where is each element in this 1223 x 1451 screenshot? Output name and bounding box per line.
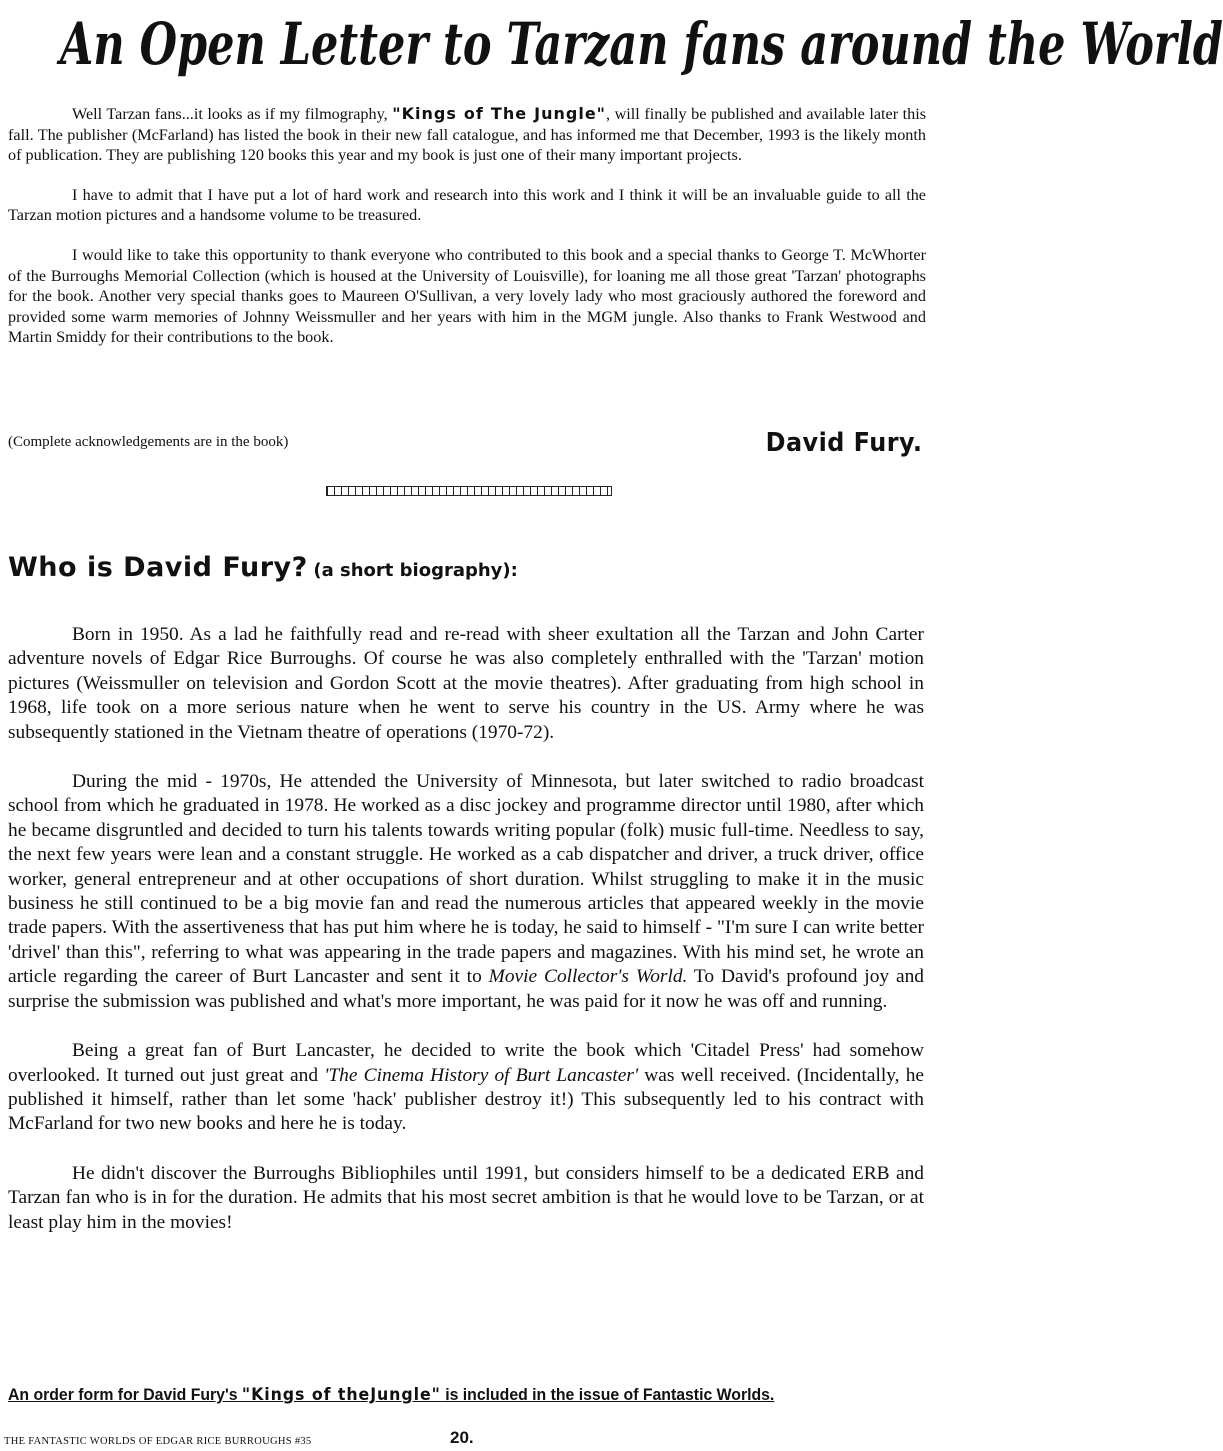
order-form-notice	[8, 1385, 860, 1405]
book-title-kings-of-the-jungle: "Kings of The Jungle"	[392, 104, 607, 123]
magazine-title: Movie Collector's World.	[488, 966, 688, 988]
bio-p2-text-b: To David's profound joy and surprise the submission was published and what's more important, he was paid for it now he was off and running.	[8, 966, 924, 1012]
bio-paragraph-4: He didn't discover the Burroughs Bibliophiles until 1991, but considers himself to be a dedicated ERB and Tarzan fan who is in for the duration. He admits that his most secret ambition is that he would love to be Tarzan, or at least play him in the movies!	[8, 1162, 924, 1233]
bio-paragraph-3	[8, 1039, 924, 1137]
open-letter	[8, 104, 926, 367]
letter-paragraph-1	[8, 104, 926, 166]
biography	[8, 623, 924, 1235]
bio-heading-subtitle: (a short biography):	[313, 560, 518, 581]
section-divider	[326, 486, 612, 496]
order-book-title: "Kings of theJungle"	[241, 1385, 441, 1405]
letter-paragraph-3: I would like to take this opportunity to thank everyone who contributed to this book and a special thanks to George T. McWhorter of the Burroughs Memorial Collection (which is housed at the University of Louisville), for loaning me all those great 'Tarzan' photographs for the book. Another very special thanks goes to Maureen O'Sullivan, a very lovely lady who most graciously authored the foreword and provided some warm memories of Johnny Weissmuller and her years with him in the MGM jungle. Also thanks to Frank Westwood and Martin Smiddy for their contributions to the book.	[8, 245, 926, 347]
book-title-burt-lancaster: 'The Cinema History of Burt Lancaster'	[324, 1064, 639, 1086]
footer-publication-name: THE FANTASTIC WORLDS OF EDGAR RICE BURROUGHS #35	[4, 1436, 312, 1447]
bio-p3-text-a: Being a great fan of Burt Lancaster, he decided to write the book which 'Citadel Press' had somehow overlooked. It turned out just great and	[8, 1040, 924, 1086]
bio-heading-title: Who is David Fury?	[8, 552, 308, 583]
page-title: An Open Letter to Tarzan fans around the World	[60, 11, 1223, 79]
letter-p1-text-b: , will finally be published and available later this fall. The publisher (McFarland) has listed the book in their new fall catalogue, and has informed me that December, 1993 is the likely month of publication. They are publishing 120 books this year and my book is just one of their many important projects.	[8, 105, 927, 165]
signature: David Fury.	[765, 428, 922, 458]
bio-paragraph-2	[8, 770, 924, 1014]
bio-p3-text-b: was well received. (Incidentally, he published it himself, rather than let some 'hack' publisher destroy it!) This subsequently led to his contract with McFarland for two new books and here he is today.	[8, 1064, 924, 1135]
bio-heading	[8, 552, 518, 583]
letter-paragraph-2: I have to admit that I have put a lot of hard work and research into this work and I think it will be an invaluable guide to all the Tarzan motion pictures and a handsome volume to be treasured.	[8, 185, 926, 225]
bio-p2-text-a: During the mid - 1970s, He attended the University of Minnesota, but later switched to radio broadcast school from which he graduated in 1978. He worked as a disc jockey and programme director until 1980, after which he became disgruntled and decided to turn his talents towards writing popular (folk) music full-time. Needless to say, the next few years were lean and a constant struggle. He worked as a cab dispatcher and driver, a truck driver, office worker, general entrepreneur and at other occupations of short duration. Whilst struggling to make it in the music business he still continued to be a big movie fan and read the numerous articles that appeared weekly in the movie trade papers. With the assertiveness that has put him where he is today, he said to himself - "I'm sure I can write better 'drivel' than this", referring to what was appearing in the trade papers and magazines. With his mind set, he wrote an article regarding the career of Burt Lancaster and sent it to	[8, 771, 924, 988]
order-text-a: An order form for David Fury's	[8, 1385, 242, 1404]
letter-closing	[8, 428, 926, 464]
order-text-b: is included in the issue of Fantastic Worlds.	[440, 1385, 775, 1404]
bio-paragraph-1: Born in 1950. As a lad he faithfully read and re-read with sheer exultation all the Tarzan and John Carter adventure novels of Edgar Rice Burroughs. Of course he was also completely enthralled with the 'Tarzan' motion pictures (Weissmuller on television and Gordon Scott at the movie theatres). After graduating from high school in 1968, life took on a more serious nature when he went to serve his country in the US. Army where he was subsequently stationed in the Vietnam theatre of operations (1970-72).	[8, 624, 924, 743]
page-number: 20.	[450, 1428, 474, 1447]
acknowledgements-note: (Complete acknowledgements are in the book)	[8, 434, 289, 450]
letter-p1-text-a: Well Tarzan fans...it looks as if my filmography,	[72, 105, 393, 123]
